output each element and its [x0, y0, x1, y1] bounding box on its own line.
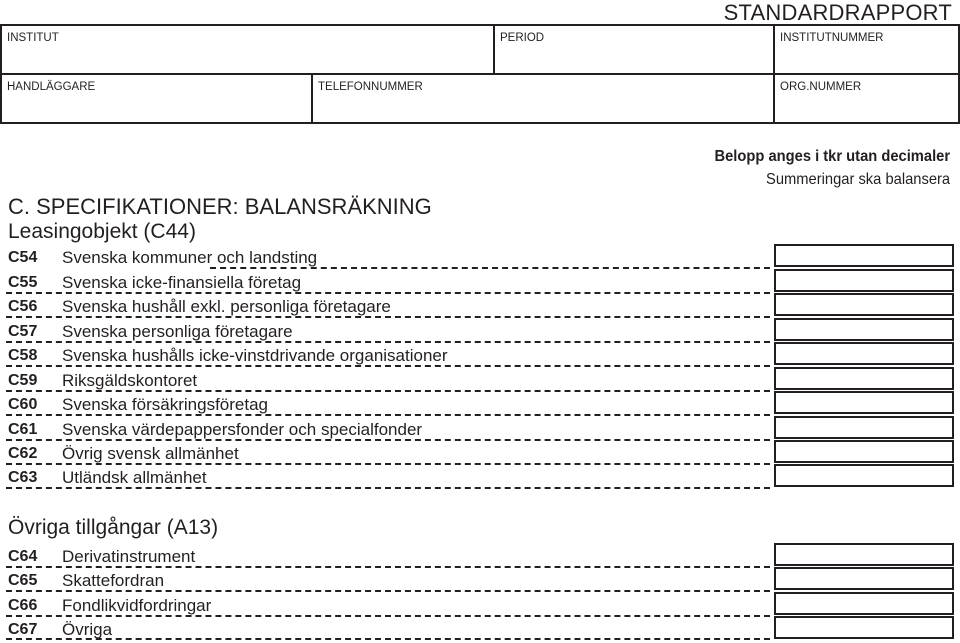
value-input-c56[interactable]	[774, 293, 954, 316]
group-title-ovriga-tillgangar: Övriga tillgångar (A13)	[8, 516, 219, 539]
row-code: C64	[8, 548, 38, 565]
row-code: C63	[8, 469, 38, 486]
row-label: Fondlikvidfordringar	[62, 596, 212, 615]
leader-line	[6, 365, 770, 367]
row-code: C62	[8, 445, 38, 462]
telefonnummer-label: TELEFONNUMMER	[318, 81, 423, 93]
group-title-leasingobjekt: Leasingobjekt (C44)	[8, 220, 196, 243]
value-input-c60[interactable]	[774, 391, 954, 414]
value-input-c58[interactable]	[774, 342, 954, 365]
value-input-c67[interactable]	[774, 616, 954, 639]
row-code: C60	[8, 396, 38, 413]
leader-line	[6, 463, 770, 465]
row-label: Övrig svensk allmänhet	[62, 444, 239, 463]
row-label: Derivatinstrument	[62, 547, 196, 566]
leader-line	[6, 487, 770, 489]
row-label: Svenska hushåll exkl. personliga företagare	[62, 297, 391, 316]
row-code: C66	[8, 597, 38, 614]
orgnummer-field[interactable]	[773, 73, 960, 124]
row-label: Svenska kommuner och landsting	[62, 248, 318, 267]
orgnummer-label: ORG.NUMMER	[780, 81, 862, 93]
row-code: C55	[8, 274, 38, 291]
leader-line	[6, 414, 770, 416]
value-input-c64[interactable]	[774, 543, 954, 566]
row-code: C61	[8, 421, 38, 438]
row-label: Skattefordran	[62, 571, 165, 590]
institut-label: INSTITUT	[7, 32, 59, 44]
value-input-c63[interactable]	[774, 464, 954, 487]
period-label: PERIOD	[500, 32, 545, 44]
leader-line	[210, 267, 770, 269]
row-label: Svenska personliga företagare	[62, 322, 293, 341]
row-label: Utländsk allmänhet	[62, 468, 207, 487]
value-input-c55[interactable]	[774, 269, 954, 292]
row-code: C59	[8, 372, 38, 389]
handlaggare-label: HANDLÄGGARE	[7, 81, 96, 93]
header-grid	[0, 24, 960, 124]
value-input-c65[interactable]	[774, 567, 954, 590]
institutnummer-label: INSTITUTNUMMER	[780, 32, 884, 44]
leader-line	[6, 439, 770, 441]
section-title: C. SPECIFIKATIONER: BALANSRÄKNING	[8, 194, 432, 219]
amount-note: Belopp anges i tkr utan decimaler	[714, 148, 950, 165]
institutnummer-field[interactable]	[773, 24, 960, 75]
row-label: Svenska försäkringsföretag	[62, 395, 268, 414]
value-input-c66[interactable]	[774, 592, 954, 615]
row-code: C57	[8, 323, 38, 340]
institut-field[interactable]	[0, 24, 495, 75]
value-input-c57[interactable]	[774, 318, 954, 341]
row-code: C56	[8, 298, 38, 315]
handlaggare-field[interactable]	[0, 73, 313, 124]
row-label: Svenska icke-finansiella företag	[62, 273, 302, 292]
leader-line	[6, 390, 770, 392]
period-field[interactable]	[493, 24, 775, 75]
row-code: C65	[8, 572, 38, 589]
row-label: Övriga	[62, 620, 113, 639]
sum-note: Summeringar ska balansera	[765, 171, 950, 188]
leader-line	[6, 615, 770, 617]
leader-line	[6, 638, 770, 640]
row-code: C54	[8, 249, 38, 266]
value-input-c61[interactable]	[774, 416, 954, 439]
value-input-c54[interactable]	[774, 244, 954, 267]
leader-line	[6, 292, 770, 294]
leader-line	[6, 590, 770, 592]
row-code: C67	[8, 621, 38, 638]
leader-line	[6, 341, 770, 343]
row-label: Svenska hushålls icke-vinstdrivande organisationer	[62, 346, 448, 365]
value-input-c62[interactable]	[774, 440, 954, 463]
leader-line	[6, 566, 770, 568]
telefonnummer-field[interactable]	[311, 73, 775, 124]
row-label: Riksgäldskontoret	[62, 371, 198, 390]
row-label: Svenska värdepappersfonder och specialfonder	[62, 420, 423, 439]
row-code: C58	[8, 347, 38, 364]
leader-line	[6, 316, 770, 318]
value-input-c59[interactable]	[774, 367, 954, 390]
report-title: STANDARDRAPPORT	[723, 0, 952, 25]
